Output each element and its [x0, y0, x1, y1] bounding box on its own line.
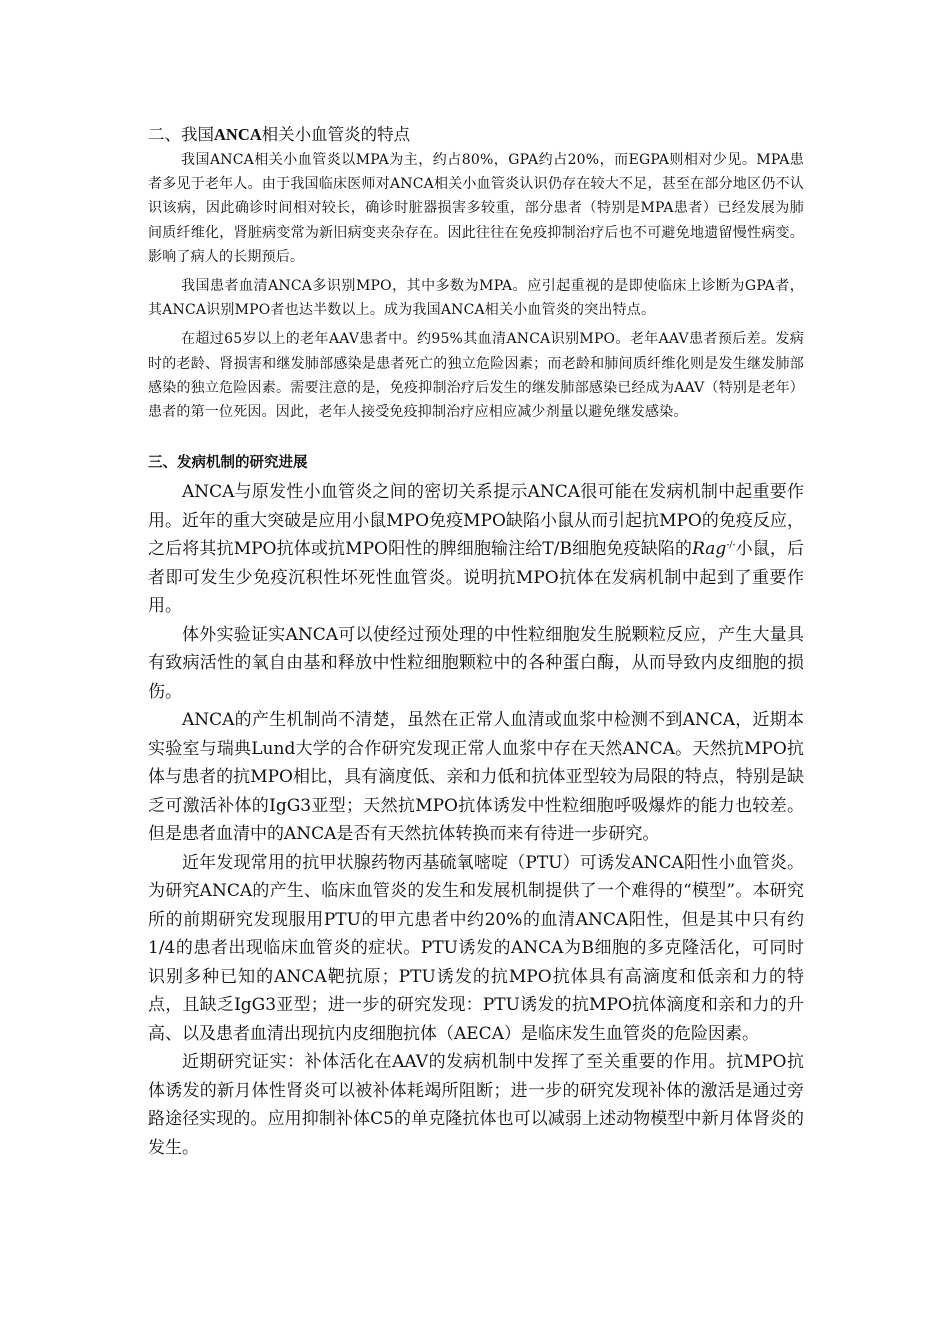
section2-paragraph: 在超过65岁以上的老年AAV患者中。约95%其血清ANCA识别MPO。老年AAV患者预后差。发病时的老龄、肾损害和继发肺部感染是患者死亡的独立危险因素；而老龄和肺间质纤维化则是发生继发肺部感染的独立危险因素。需要注意的是，免疫抑制治疗后发生的继发肺部感染已经成为AAV（特别是老年）患者的第一位死因。因此，老年人接受免疫抑制治疗应相应减少剂量以避免继发感染。 — [148, 331, 804, 421]
rag-knockout-superscript: -/- — [726, 540, 736, 551]
section3-heading: 三、发病机制的研究进展 — [148, 454, 308, 472]
section3-paragraph: 体外实验证实ANCA可以使经过预处理的中性粒细胞发生脱颗粒反应，产生大量具有致病活性的氧自由基和释放中性粒细胞颗粒中的各种蛋白酶，从而导致内皮细胞的损伤。 — [148, 624, 804, 702]
section2-title-bold: ANCA — [214, 125, 262, 144]
rag-gene-italic: Rag — [692, 539, 727, 560]
section3-paragraph — [148, 478, 804, 621]
document-body — [148, 123, 804, 1162]
section2-heading — [148, 123, 804, 147]
section3-paragraph: ANCA的产生机制尚不清楚，虽然在正常人血清或血浆中检测不到ANCA，近期本实验室与瑞典Lund大学的合作研究发现正常人血浆中存在天然ANCA。天然抗MPO抗体与患者的抗MPO相比，具有滴度低、亲和力低和抗体亚型较为局限的特点，特别是缺乏可激活补体的IgG3亚型；天然抗MPO抗体诱发中性粒细胞呼吸爆炸的能力也较差。但是患者血清中的ANCA是否有天然抗体转换而来有待进一步研究。 — [148, 710, 804, 845]
section2-paragraph: 我国患者血清ANCA多识别MPO，其中多数为MPA。应引起重视的是即使临床上诊断为GPA者，其ANCA识别MPO者也达半数以上。成为我国ANCA相关小血管炎的突出特点。 — [148, 278, 804, 319]
section3-paragraph: 近期研究证实：补体活化在AAV的发病机制中发挥了至关重要的作用。抗MPO抗体诱发的新月体性肾炎可以被补体耗竭所阻断；进一步的研究发现补体的激活是通过旁路途径实现的。应用抑制补体C5的单克隆抗体也可以减弱上述动物模型中新月体肾炎的发生。 — [148, 1052, 804, 1158]
section2-title-prefix: 二、我国 — [148, 125, 214, 144]
section3-paragraph: 近年发现常用的抗甲状腺药物丙基硫氧嘧啶（PTU）可诱发ANCA阳性小血管炎。为研究ANCA的产生、临床血管炎的发生和发展机制提供了一个难得的“模型”。本研究所的前期研究发现服用PTU的甲亢患者中约20%的血清ANCA阳性，但是其中只有约1/4的患者出现临床血管炎的症状。PTU诱发的ANCA为B细胞的多克隆活化，可同时识别多种已知的ANCA靶抗原；PTU诱发的抗MPO抗体具有高滴度和低亲和力的特点，且缺乏IgG3亚型；进一步的研究发现：PTU诱发的抗MPO抗体滴度和亲和力的升高、以及患者血清出现抗内皮细胞抗体（AECA）是临床发生血管炎的危险因素。 — [148, 852, 804, 1044]
section2-paragraph: 我国ANCA相关小血管炎以MPA为主，约占80%，GPA约占20%，而EGPA则相对少见。MPA患者多见于老年人。由于我国临床医师对ANCA相关小血管炎认识仍存在较大不足，甚至在部分地区仍不认识该病，因此确诊时间相对较长，确诊时脏器损害多较重，部分患者（特别是MPA患者）已经发展为肺间质纤维化，肾脏病变常为新旧病变夹杂存在。因此往往在免疫抑制治疗后也不可避免地遗留慢性病变。影响了病人的长期预后。 — [148, 152, 804, 265]
section3-p1-text-after: 小鼠，后者即可发生少免疫沉积性坏死性血管炎。说明抗MPO抗体在发病机制中起到了重要作用。 — [148, 539, 805, 617]
section3-p1-text-before: ANCA与原发性小血管炎之间的密切关系提示ANCA很可能在发病机制中起重要作用。近年的重大突破是应用小鼠MPO免疫MPO缺陷小鼠从而引起抗MPO的免疫反应，之后将其抗MPO抗体或抗MPO阳性的脾细胞输注给T/B细胞免疫缺陷的 — [148, 482, 804, 560]
section-spacer — [148, 429, 804, 451]
section2-title-suffix: 相关小血管炎的特点 — [261, 125, 411, 144]
